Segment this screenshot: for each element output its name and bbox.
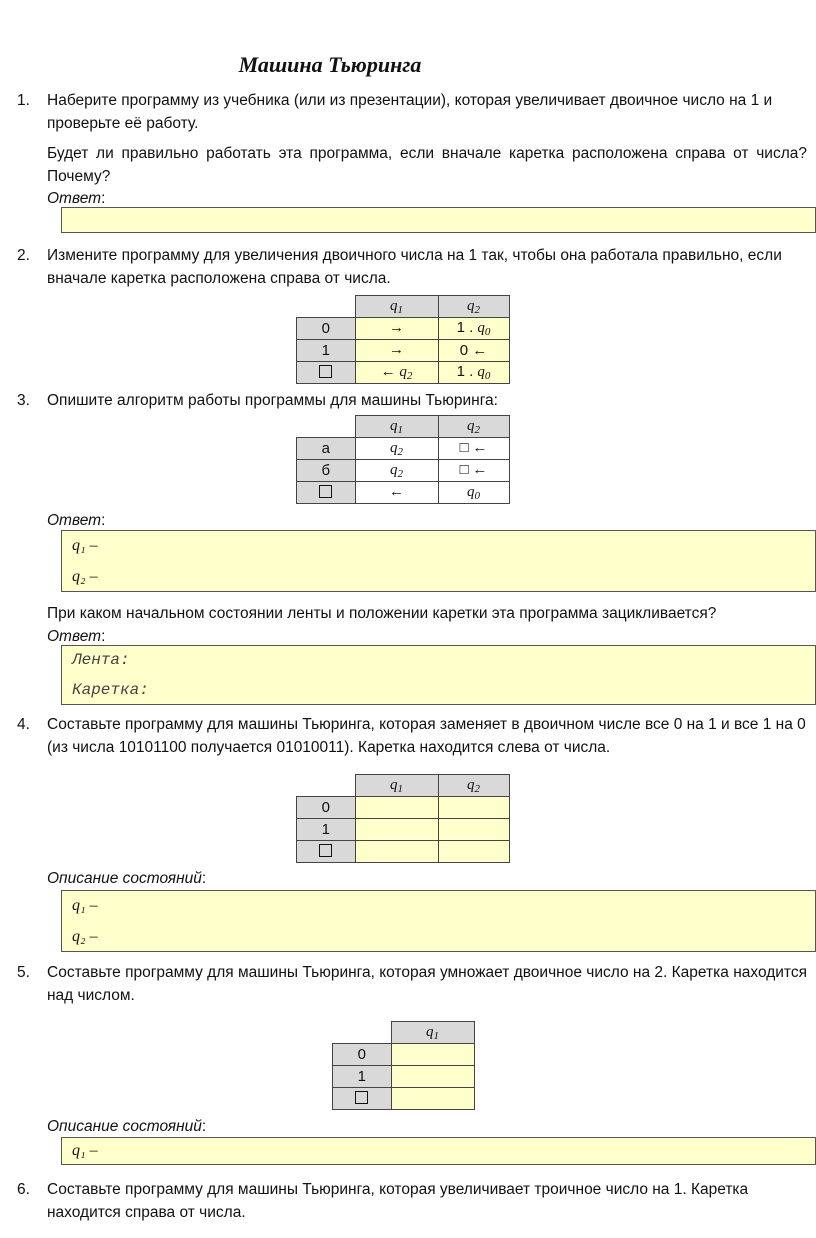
task-1-answer-label: Ответ: <box>47 190 106 207</box>
table-cell[interactable] <box>391 1066 474 1088</box>
task-5-transition-table <box>332 1021 475 1110</box>
task-5-states-field[interactable] <box>61 1137 816 1165</box>
table-cell: □ ← <box>438 460 509 482</box>
symbol-0: 0 <box>333 1044 392 1066</box>
table-cell[interactable] <box>438 841 509 863</box>
table-cell[interactable] <box>355 841 438 863</box>
symbol-1: 1 <box>297 340 356 362</box>
header-q2: $q_2$ <box>438 775 509 797</box>
table-cell[interactable]: → <box>355 318 438 340</box>
table-cell: $q_2$ <box>355 460 438 482</box>
symbol-blank <box>297 841 356 863</box>
symbol-b: б <box>297 460 356 482</box>
symbol-blank <box>297 362 356 384</box>
header-q2: $q_2$ <box>438 296 509 318</box>
task-3-states-field[interactable] <box>61 530 816 592</box>
table-cell[interactable]: → <box>355 340 438 362</box>
task-2-text: Измените программу для увеличения двоичного числа на 1 так, чтобы она работала правильно, если вначале каретка расположена справа от числа. <box>47 247 782 287</box>
table-cell[interactable] <box>391 1088 474 1110</box>
task-2-number: 2. <box>17 247 30 264</box>
table-cell[interactable]: 1 . $q_0$ <box>438 362 509 384</box>
blank-square-icon <box>355 1091 368 1104</box>
table-cell[interactable] <box>438 819 509 841</box>
table-cell[interactable]: 0 ← <box>438 340 509 362</box>
task-3-transition-table <box>296 415 510 504</box>
task-1-text: Наберите программу из учебника (или из презентации), которая увеличивает двоичное число на 1 и проверьте её работу. <box>47 92 773 132</box>
symbol-blank <box>333 1088 392 1110</box>
blank-square-icon <box>319 844 332 857</box>
tape-label: Лента: <box>72 651 130 669</box>
task-3-answer-label: Ответ: <box>47 512 106 529</box>
symbol-0: 0 <box>297 797 356 819</box>
task-6-number: 6. <box>17 1181 30 1198</box>
table-cell[interactable] <box>438 797 509 819</box>
task-6-text: Составьте программу для машины Тьюринга, которая увеличивает троичное число на 1. Каретка находится справа от числа. <box>47 1181 749 1221</box>
table-cell[interactable]: 1 . $q_0$ <box>438 318 509 340</box>
table-cell[interactable]: ← $q_2$ <box>355 362 438 384</box>
task-1-question: Будет ли правильно работать эта программа, если вначале каретка расположена справа от числа? Почему? <box>47 145 807 185</box>
symbol-0: 0 <box>297 318 356 340</box>
header-q1: $q_1$ <box>355 416 438 438</box>
state-q1-line: q₁ – <box>72 537 98 554</box>
table-cell[interactable] <box>355 819 438 841</box>
task-3-answer-label-2: Ответ: <box>47 628 106 645</box>
blank-square-icon <box>319 365 332 378</box>
task-1-answer-field[interactable] <box>61 207 816 233</box>
state-q2-line: q₂ – <box>72 568 98 585</box>
task-5-text: Составьте программу для машины Тьюринга, которая умножает двоичное число на 2. Каретка находится над числом. <box>47 964 807 1004</box>
header-q2: $q_2$ <box>438 416 509 438</box>
task-5-number: 5. <box>17 964 30 981</box>
header-q1: $q_1$ <box>355 296 438 318</box>
symbol-blank <box>297 482 356 504</box>
page-title: Машина Тьюринга <box>238 52 422 77</box>
table-cell[interactable] <box>355 797 438 819</box>
header-q1: $q_1$ <box>355 775 438 797</box>
task-3-number: 3. <box>17 392 30 409</box>
symbol-1: 1 <box>333 1066 392 1088</box>
task-4-text: Составьте программу для машины Тьюринга, которая заменяет в двоичном числе все 0 на 1 и все 1 на 0 (из числа 10101100 получается 01010011). Каретка находится слева от числа. <box>47 716 806 756</box>
carriage-label: Каретка: <box>72 681 149 699</box>
symbol-a: а <box>297 438 356 460</box>
table-cell: ← <box>355 482 438 504</box>
task-4-number: 4. <box>17 716 30 733</box>
table-cell: □ ← <box>438 438 509 460</box>
task-4-transition-table <box>296 774 510 863</box>
table-cell: $q_2$ <box>355 438 438 460</box>
state-q2-line: q₂ – <box>72 928 98 945</box>
task-4-states-label: Описание состояний: <box>47 870 207 887</box>
symbol-1: 1 <box>297 819 356 841</box>
table-cell: $q_0$ <box>438 482 509 504</box>
header-q1: $q_1$ <box>391 1022 474 1044</box>
task-5-states-label: Описание состояний: <box>47 1118 207 1135</box>
task-3-question: При каком начальном состоянии ленты и положении каретки эта программа зацикливается? <box>47 605 717 622</box>
task-2-transition-table <box>296 295 510 384</box>
blank-square-icon <box>319 485 332 498</box>
state-q1-line: q₁ – <box>72 897 98 914</box>
state-q1-line: q₁ – <box>72 1142 98 1159</box>
task-3-tape-field[interactable] <box>61 645 816 705</box>
task-1-number: 1. <box>17 92 30 109</box>
table-cell[interactable] <box>391 1044 474 1066</box>
task-4-states-field[interactable] <box>61 890 816 952</box>
task-3-text: Опишите алгоритм работы программы для машины Тьюринга: <box>47 392 498 409</box>
